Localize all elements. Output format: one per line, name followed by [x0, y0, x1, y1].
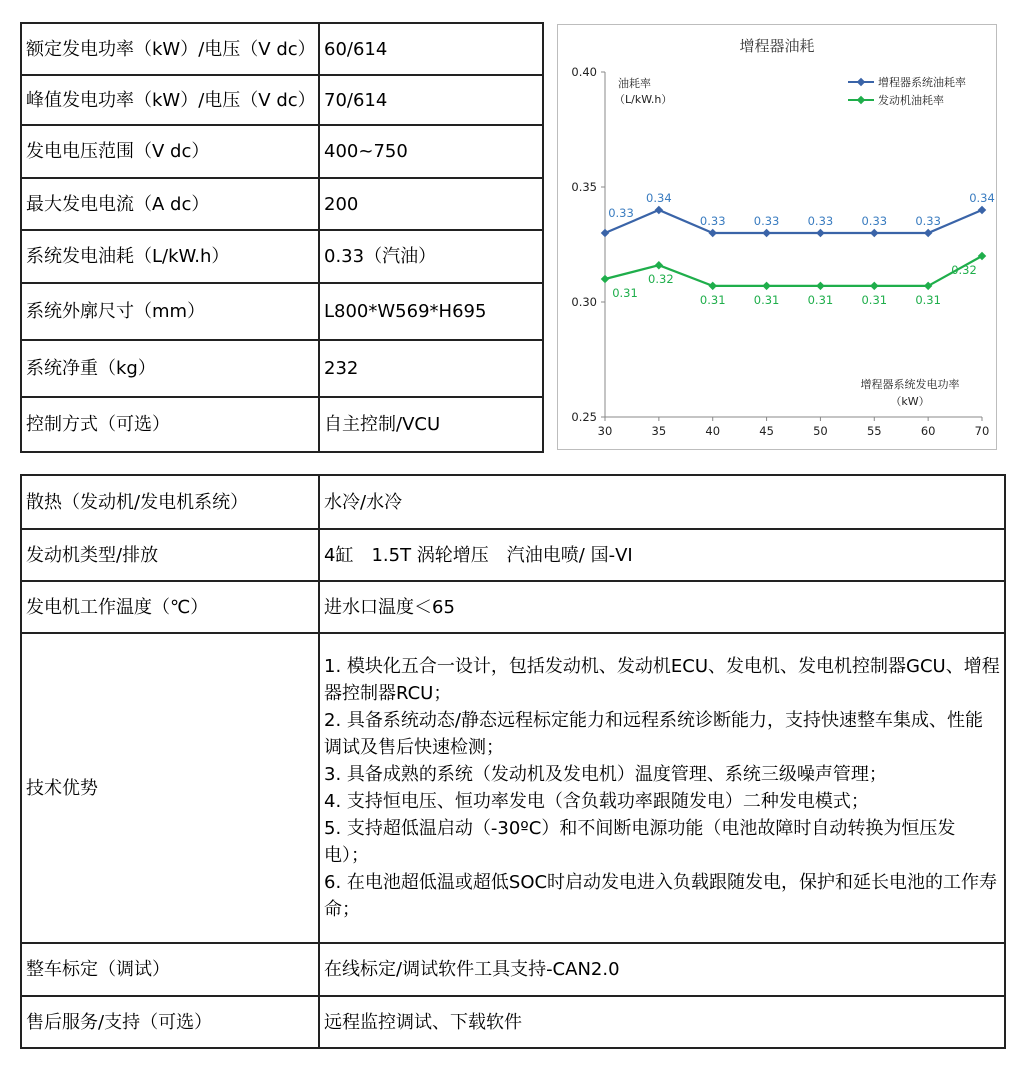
spec-value: 200: [319, 178, 543, 230]
spec-row: [21, 230, 543, 283]
spec-value: 232: [319, 340, 543, 397]
data-point: [816, 229, 824, 237]
advantage-item: 1. 模块化五合一设计，包括发动机、发动机ECU、发电机、发电机控制器GCU、增程器控制器RCU；: [324, 656, 1000, 704]
spec-row: [21, 23, 543, 75]
x-axis-title: 增程器系统发电功率: [860, 378, 960, 391]
detail-row: [21, 475, 1005, 529]
chart-title: 增程器油耗: [739, 37, 815, 55]
data-label: 0.31: [612, 286, 638, 300]
spec-key: 控制方式（可选）: [21, 397, 319, 452]
legend-marker: [857, 78, 865, 86]
legend-marker: [857, 96, 865, 104]
advantage-key: 技术优势: [21, 633, 319, 943]
spec-key: 发电电压范围（V dc）: [21, 125, 319, 178]
data-label: 0.32: [951, 263, 977, 277]
data-point: [708, 282, 716, 290]
spec-row: [21, 125, 543, 178]
spec-key: 峰值发电功率（kW）/电压（V dc）: [21, 75, 319, 125]
data-point: [978, 206, 986, 214]
data-label: 0.33: [608, 206, 634, 220]
advantage-item: 5. 支持超低温启动（-30ºC）和不间断电源功能（电池故障时自动转换为恒压发电）；: [324, 818, 956, 866]
spec-value: 自主控制/VCU: [319, 397, 543, 452]
data-label: 0.31: [699, 292, 726, 307]
data-point: [601, 275, 609, 283]
spec-value: 400~750: [319, 125, 543, 178]
spec-row: [21, 75, 543, 125]
data-point: [978, 252, 986, 260]
spec-row: [21, 397, 543, 452]
advantage-item: 6. 在电池超低温或超低SOC时启动发电进入负载跟随发电，保护和延长电池的工作寿命；: [324, 872, 998, 920]
data-label: 0.33: [861, 214, 888, 228]
data-point: [924, 282, 932, 290]
x-tick-label: 60: [920, 424, 936, 438]
data-label: 0.31: [915, 292, 941, 307]
spec-value: 60/614: [319, 23, 543, 75]
y-axis-title: 油耗率: [618, 77, 651, 90]
detail-key: 售后服务/支持（可选）: [21, 996, 319, 1048]
y-tick-label: 0.35: [571, 180, 597, 194]
spec-row: [21, 178, 543, 230]
x-tick-label: 50: [813, 424, 828, 438]
spec-value: 0.33（汽油）: [319, 230, 543, 283]
detail-value: 4缸 1.5T 涡轮增压 汽油电喷/ 国-VI: [319, 529, 1005, 581]
detail-row: [21, 529, 1005, 581]
advantage-list: [319, 633, 1005, 943]
y-tick-label: 0.30: [571, 295, 597, 309]
chart-svg: [558, 25, 996, 449]
detail-key: 发动机类型/排放: [21, 529, 319, 581]
data-point: [762, 229, 770, 237]
spec-key: 系统发电油耗（L/kW.h）: [21, 230, 319, 283]
spec-row: [21, 340, 543, 397]
data-label: 0.34: [969, 191, 995, 205]
x-tick-label: 30: [597, 424, 613, 438]
y-tick-label: 0.25: [571, 410, 597, 424]
data-point: [816, 282, 824, 290]
detail-table: [20, 474, 1006, 1049]
detail-row: [21, 996, 1005, 1048]
legend-label: 增程器系统油耗率: [878, 76, 966, 89]
x-tick-label: 35: [651, 424, 667, 438]
detail-value: 进水口温度＜65: [319, 581, 1005, 633]
detail-value: 远程监控调试、下载软件: [319, 996, 1005, 1048]
detail-value: 水冷/水冷: [319, 475, 1005, 529]
data-label: 0.31: [807, 292, 834, 307]
detail-row: [21, 581, 1005, 633]
spec-key: 系统外廓尺寸（mm）: [21, 283, 319, 340]
y-axis-unit: （L/kW.h）: [614, 93, 673, 106]
x-tick-label: 55: [866, 424, 882, 438]
data-point: [708, 229, 716, 237]
data-label: 0.31: [753, 292, 780, 307]
advantage-item: 2. 具备系统动态/静态远程标定能力和远程系统诊断能力，支持快速整车集成、性能调试及售后快速检测；: [324, 710, 983, 758]
advantage-item: 3. 具备成熟的系统（发动机及发电机）温度管理、系统三级噪声管理；: [324, 764, 887, 785]
spec-key: 系统净重（kg）: [21, 340, 319, 397]
data-point: [870, 282, 878, 290]
detail-key: 散热（发动机/发电机系统）: [21, 475, 319, 529]
data-point: [601, 229, 609, 237]
data-point: [655, 261, 663, 269]
x-axis-unit: （kW）: [890, 395, 930, 408]
data-label: 0.33: [699, 214, 726, 228]
data-point: [762, 282, 770, 290]
spec-row: [21, 283, 543, 340]
data-point: [924, 229, 932, 237]
spec-value: L800*W569*H695: [319, 283, 543, 340]
y-tick-label: 0.40: [571, 65, 597, 79]
data-label: 0.32: [648, 272, 674, 287]
detail-key: 发电机工作温度（℃）: [21, 581, 319, 633]
legend-label: 发动机油耗率: [878, 94, 944, 107]
spec-table: [20, 22, 544, 453]
advantage-row: [21, 633, 1005, 943]
spec-value: 70/614: [319, 75, 543, 125]
data-label: 0.31: [861, 292, 888, 307]
fuel-consumption-chart: [557, 24, 997, 450]
data-label: 0.34: [646, 191, 672, 205]
data-point: [655, 206, 663, 214]
advantage-item: 4. 支持恒电压、恒功率发电（含负载功率跟随发电）二种发电模式；: [324, 791, 869, 812]
data-point: [870, 229, 878, 237]
data-label: 0.33: [807, 214, 834, 228]
x-tick-label: 45: [759, 424, 774, 438]
detail-key: 整车标定（调试）: [21, 943, 319, 996]
spec-key: 最大发电电流（A dc）: [21, 178, 319, 230]
data-label: 0.33: [753, 214, 780, 228]
x-tick-label: 70: [974, 424, 990, 438]
x-tick-label: 40: [705, 424, 721, 438]
spec-key: 额定发电功率（kW）/电压（V dc）: [21, 23, 319, 75]
data-label: 0.33: [915, 214, 941, 228]
detail-row: [21, 943, 1005, 996]
detail-value: 在线标定/调试软件工具支持-CAN2.0: [319, 943, 1005, 996]
